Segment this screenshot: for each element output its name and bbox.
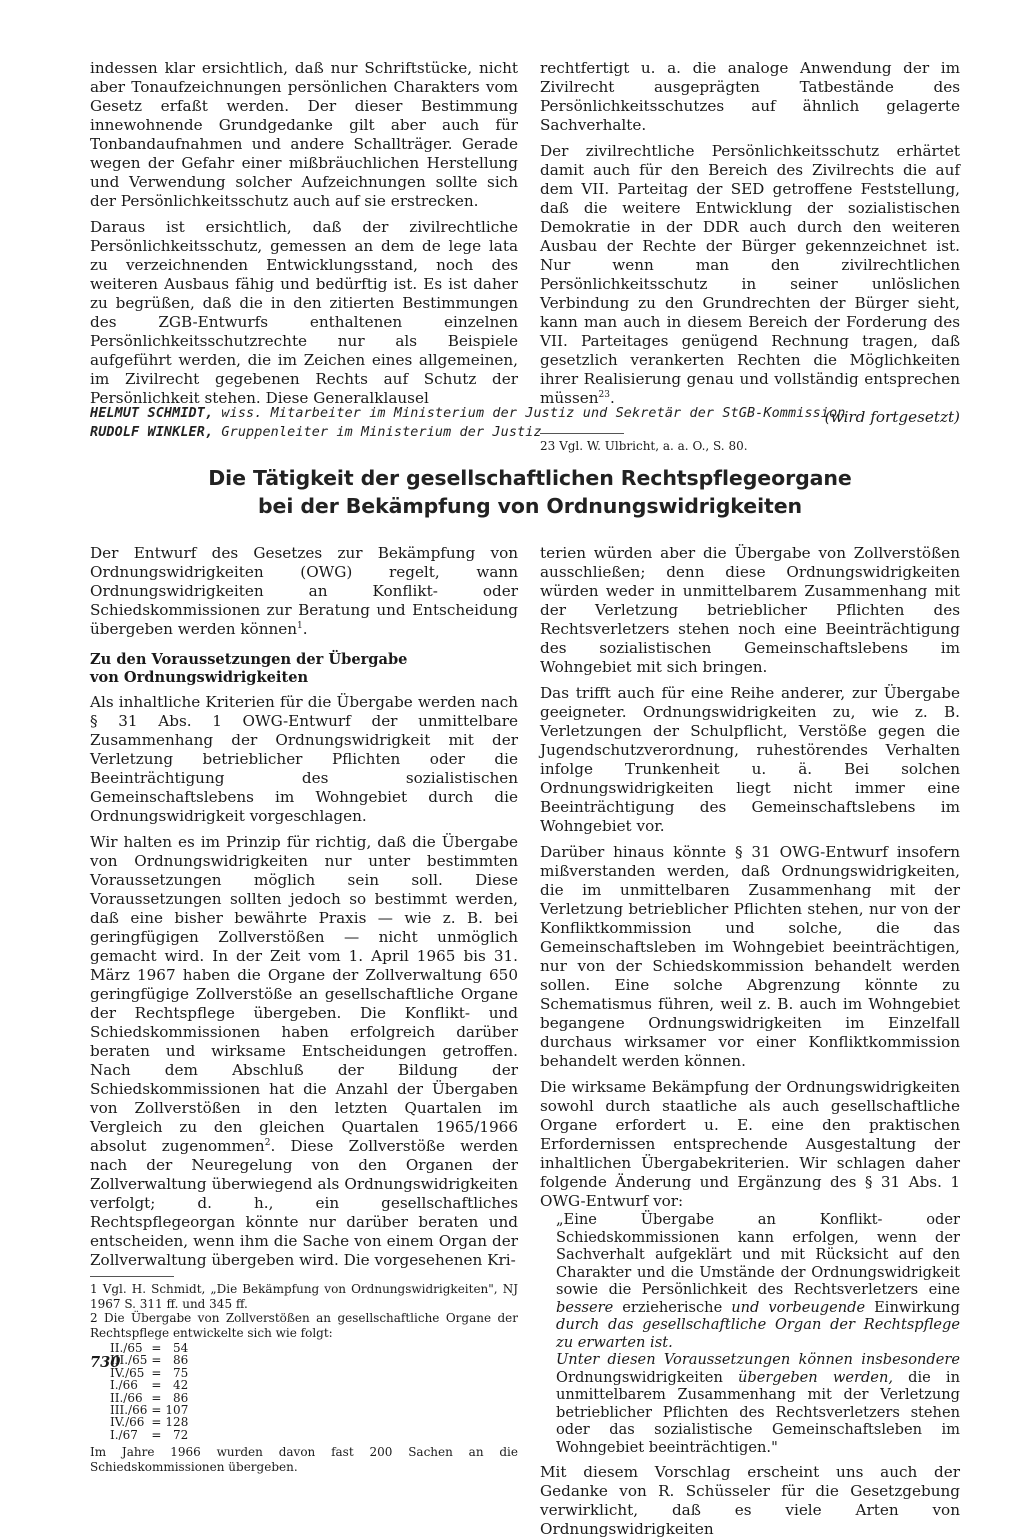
paragraph-end: . Diese Zollverstöße werden nach der Neuregelung von den Organen der Zollverwaltung überwiegend als Ordnungswidrigkeiten verfolgt; d. h., ein gesellschaftliches Rechtspflegeorgan könnte nur darüber beraten und entscheiden, wenn ihm die Sache von einem Organ der Zollverwaltung übergeben wird. Die vorgesehenen Kri- bbox=[90, 1137, 518, 1269]
quarter-cell: III./66 bbox=[110, 1403, 148, 1418]
count-cell: 72 bbox=[173, 1427, 189, 1442]
footnote-table bbox=[110, 1342, 192, 1441]
count-cell: 54 bbox=[173, 1341, 189, 1355]
quarter-cell: II./66 bbox=[110, 1390, 143, 1405]
count-cell: 107 bbox=[165, 1403, 189, 1418]
title-line: bei der Bekämpfung von Ordnungswidrigkeiten bbox=[257, 494, 803, 518]
upper-right-column bbox=[540, 59, 960, 454]
law-proposal-quote bbox=[556, 1211, 960, 1456]
quote-text: die in unmittelbarem Zusammenhang mit der Verletzung betrieblicher Pflichten des Rechtsverletzers stehen oder das sozialistische Gemeinschaftsleben im Wohngebiet beeinträchtigen." bbox=[556, 1368, 960, 1456]
authors-block bbox=[90, 405, 970, 442]
equals-cell: = bbox=[151, 1353, 162, 1368]
footnote-table-row bbox=[110, 1416, 192, 1428]
quarter-cell: I./67 bbox=[110, 1427, 138, 1442]
equals-cell: = bbox=[151, 1365, 162, 1380]
quote-text: erzieherische bbox=[613, 1298, 732, 1316]
footnote: Im Jahre 1966 wurden davon fast 200 Sachen an die Schiedskommissionen übergeben. bbox=[90, 1445, 518, 1474]
equals-cell: = bbox=[151, 1403, 162, 1418]
paragraph bbox=[90, 833, 518, 1270]
section-heading bbox=[90, 651, 518, 687]
footnote-ref: 23 bbox=[598, 389, 610, 400]
count-cell: 86 bbox=[173, 1353, 189, 1368]
paragraph bbox=[540, 142, 960, 408]
footnote-ref: 1 bbox=[297, 620, 303, 631]
quote-emphasis: durch das gesellschaftliche Organ der Rechtspflege zu erwarten ist. bbox=[556, 1316, 960, 1351]
author-role: wiss. Mitarbeiter im Ministerium der Justiz und Sekretär der StGB-Kommission bbox=[221, 406, 846, 421]
paragraph: Die wirksame Bekämpfung der Ordnungswidrigkeiten sowohl durch staatliche als auch gesellschaftliche Organe erfordert u. E. eine den praktischen Erfordernissen entsprechende Ausgestaltung der inhaltlichen Übergabekriterien. Wir schlagen daher folgende Änderung und Ergänzung des § 31 Abs. 1 OWG-Entwurf vor: bbox=[540, 1078, 960, 1210]
paragraph: Darüber hinaus könnte § 31 OWG-Entwurf insofern mißverstanden werden, daß Ordnungswidrigkeiten, die im unmittelbaren Zusammenhang mit der Verletzung betrieblicher Pflichten stehen, nur von der Konfliktkommission und solche, die das Gemeinschaftsleben im Wohngebiet beeinträchtigen, nur von der Schiedskommission behandelt werden sollen. Eine solche Abgrenzung könnte zu Schematismus führen, weil z. B. auch im Wohngebiet begangene Ordnungswidrigkeiten im Einzelfall durchaus wirksamer vor einer Konfliktkommission behandelt werden können. bbox=[540, 843, 960, 1070]
footnote: 2 Die Übergabe von Zollverstößen an gesellschaftliche Organe der Rechtspflege entwickelte sich wie folgt: bbox=[90, 1311, 518, 1340]
lower-right-column bbox=[540, 544, 960, 1539]
paragraph-text: Wir halten es im Prinzip für richtig, daß die Übergabe von Ordnungswidrigkeiten nur unter bestimmten Voraussetzungen möglich sein soll. Diese Voraussetzungen sollten jedoch so bestimmt werden, daß eine bisher bewährte Praxis — wie z. B. bei geringfügigen Zollverstößen — nicht unmöglich gemacht wird. In der Zeit vom 1. April 1965 bis 31. März 1967 haben die Organe der Zollverwaltung 650 geringfügige Zollverstöße an gesellschaftliche Organe der Rechtspflege übergeben. Die Konflikt- und Schiedskommissionen haben erfolgreich darüber beraten und wirksame Entscheidungen getroffen. Nach dem Abschluß der Bildung der Schiedskommissionen hat die Anzahl der Übergaben von Zollverstößen in den letzten Quartalen im Vergleich zu den gleichen Quartalen 1965/1966 absolut zugenommen bbox=[90, 833, 518, 1155]
author-name: HELMUT SCHMIDT, bbox=[90, 406, 214, 421]
equals-cell: = bbox=[151, 1427, 162, 1442]
quarter-cell: IV./66 bbox=[110, 1415, 145, 1430]
footnote: 1 Vgl. H. Schmidt, „Die Bekämpfung von Ordnungswidrigkeiten", NJ 1967 S. 311 ff. und 345 ff. bbox=[90, 1282, 518, 1311]
count-cell: 86 bbox=[173, 1390, 189, 1405]
lower-left-column bbox=[90, 544, 518, 1474]
paragraph: Daraus ist ersichtlich, daß der zivilrechtliche Persönlichkeitsschutz, gemessen an dem de lege lata zu verzeichnenden Entwicklungsstand, noch des weiteren Ausbaus fähig und bedürftig ist. Es ist daher zu begrüßen, daß die in den zitierten Bestimmungen des ZGB-Entwurfs enthaltenen einzelnen Persönlichkeitsschutzrechte nur als Beispiele aufgeführt werden, die im Zeichen eines allgemeinen, im Zivilrecht gegebenen Rechts auf Schutz der Persönlichkeit stehen. Diese Generalklausel bbox=[90, 218, 518, 407]
equals-cell: = bbox=[151, 1341, 162, 1355]
heading-line: Zu den Voraussetzungen der Übergabe bbox=[90, 651, 408, 668]
equals-cell: = bbox=[151, 1378, 162, 1393]
page-number: 730 bbox=[90, 1354, 121, 1371]
quote-emphasis: bessere bbox=[556, 1298, 614, 1316]
heading-line: von Ordnungswidrigkeiten bbox=[90, 669, 309, 686]
quarter-cell: III./65 bbox=[110, 1353, 148, 1368]
paragraph-end: . bbox=[610, 389, 615, 407]
quarter-cell: IV./65 bbox=[110, 1365, 145, 1380]
footnote-table-row bbox=[110, 1429, 192, 1441]
upper-left-column bbox=[90, 59, 518, 408]
footnote-table-row bbox=[110, 1379, 192, 1391]
quote-text: Einwirkung bbox=[865, 1298, 960, 1316]
paragraph-end: . bbox=[302, 620, 308, 638]
count-cell: 75 bbox=[173, 1365, 189, 1380]
footnote-ref: 2 bbox=[264, 1137, 271, 1148]
paragraph-text: Der Entwurf des Gesetzes zur Bekämpfung von Ordnungswidrigkeiten (OWG) regelt, wann Ordnungswidrigkeiten an Konflikt- oder Schiedskommissionen zur Beratung und Entscheidung übergeben werden können bbox=[90, 544, 518, 638]
quote-paragraph bbox=[556, 1351, 960, 1456]
quote-text: Ordnungswidrigkeiten bbox=[556, 1368, 738, 1386]
author-role: Gruppenleiter im Ministerium der Justiz bbox=[221, 424, 542, 440]
author-line bbox=[90, 424, 970, 443]
count-cell: 128 bbox=[165, 1415, 189, 1430]
equals-cell: = bbox=[151, 1390, 162, 1405]
title-line: Die Tätigkeit der gesellschaftlichen Rechtspflegeorgane bbox=[208, 466, 852, 490]
author-line bbox=[90, 405, 970, 424]
author-name: RUDOLF WINKLER, bbox=[90, 424, 214, 440]
quote-paragraph bbox=[556, 1211, 960, 1351]
quote-emphasis: übergeben werden, bbox=[738, 1368, 893, 1386]
paragraph: Das trifft auch für eine Reihe anderer, zur Übergabe geeigneter. Ordnungswidrigkeiten zu, wie z. B. Verletzungen der Schulpflicht, Verstöße gegen die Jugendschutzverordnung, ruhestörendes Verhalten infolge Trunkenheit u. ä. Bei solchen Ordnungswidrigkeiten liegt nicht immer eine Beeinträchtigung des Gemeinschaftslebens im Wohngebiet vor. bbox=[540, 684, 960, 835]
quote-emphasis: und vorbeugende bbox=[731, 1298, 866, 1316]
count-cell: 42 bbox=[173, 1378, 189, 1393]
paragraph: Mit diesem Vorschlag erscheint uns auch der Gedanke von R. Schüsseler für die Gesetzgebung verwirklicht, daß es viele Arten von Ordnungswidrigkeiten bbox=[540, 1463, 960, 1538]
quarter-cell: I./66 bbox=[110, 1378, 138, 1393]
quote-emphasis: Unter diesen Voraussetzungen können insbesondere bbox=[556, 1351, 960, 1368]
paragraph: terien würden aber die Übergabe von Zollverstößen ausschließen; denn diese Ordnungswidrigkeiten würden weder in unmittelbarem Zusammenhang mit der Verletzung betrieblicher Pflichten des Rechtsverletzers stehen noch eine Beeinträchtigung des sozialistischen Gemeinschaftslebens im Wohngebiet mit sich bringen. bbox=[540, 544, 960, 676]
article-title bbox=[200, 464, 860, 520]
footnote-table-row bbox=[110, 1354, 192, 1366]
footnote-divider bbox=[90, 1276, 174, 1277]
footnote: 23 Vgl. W. Ulbricht, a. a. O., S. 80. bbox=[540, 439, 748, 453]
quote-text: „Eine Übergabe an Konflikt- oder Schiedskommissionen kann erfolgen, wenn der Sachverhalt aufgeklärt und mit Rücksicht auf den Charakter und die Umstände der Ordnungswidrigkeit sowie die Persönlichkeit des Rechtsverletzers eine bbox=[556, 1211, 960, 1298]
paragraph-text: Der zivilrechtliche Persönlichkeitsschutz erhärtet damit auch für den Bereich des Zivilrechts die auf dem VII. Parteitag der SED getroffene Feststellung, daß die weitere Entwicklung der sozialistischen Demokratie in der DDR auch durch den weiteren Ausbau der Rechte der Bürger gekennzeichnet ist. Nur wenn man den zivilrechtlichen Persönlichkeitsschutz in seiner unlöslichen Verbindung zu den Grundrechten der Bürger sieht, kann man auch in diesem Bereich der Forderung des VII. Parteitages genügend Rechnung tragen, daß gesetzlich verankerten Rechten die Möglichkeiten ihrer Realisierung genau und vollständig entsprechen müssen bbox=[540, 142, 960, 407]
paragraph bbox=[90, 544, 518, 639]
continued-note: (wird fortgesetzt) bbox=[824, 408, 960, 426]
quarter-cell: II./65 bbox=[110, 1341, 143, 1355]
equals-cell: = bbox=[151, 1415, 162, 1430]
paragraph: indessen klar ersichtlich, daß nur Schriftstücke, nicht aber Tonaufzeichnungen persönlichen Charakters vom Gesetz erfaßt werden. Der dieser Bestimmung innewohnende Grundgedanke gilt aber auch für Tonbandaufnahmen und andere Schallträger. Gerade wegen der Gefahr einer mißbräuchlichen Herstellung und Verwendung solcher Aufzeichnungen sollte sich der Persönlichkeitsschutz auch auf sie erstrecken. bbox=[90, 59, 518, 210]
paragraph: Als inhaltliche Kriterien für die Übergabe werden nach § 31 Abs. 1 OWG-Entwurf der unmittelbare Zusammenhang der Ordnungswidrigkeit mit der Verletzung betrieblicher Pflichten oder die Beeinträchtigung des sozialistischen Gemeinschaftslebens im Wohngebiet durch die Ordnungswidrigkeit vorgeschlagen. bbox=[90, 693, 518, 825]
paragraph: rechtfertigt u. a. die analoge Anwendung der im Zivilrecht ausgeprägten Tatbestände des Persönlichkeitsschutzes auf ähnlich gelagerte Sachverhalte. bbox=[540, 59, 960, 134]
